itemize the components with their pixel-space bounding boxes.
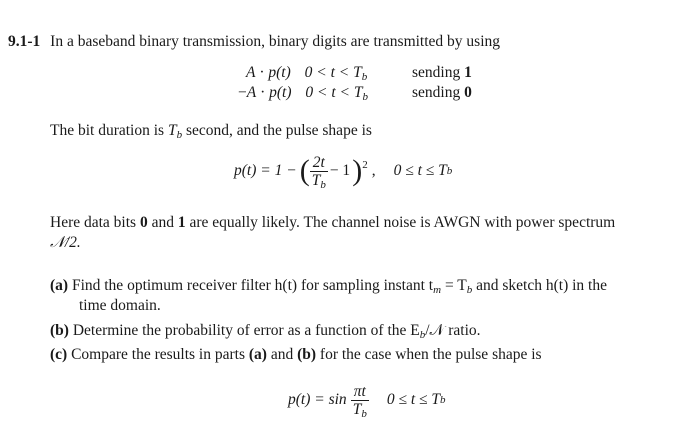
fraction-pit-over-tb: $\frac{\pi t}{T_b}$ [352, 382, 367, 420]
signal-label-0: sending 0 [412, 84, 472, 101]
fraction-2t-over-tb: $\frac{2t}{T_b}$ [311, 153, 326, 191]
signal-label-1: sending 1 [412, 64, 472, 81]
problem-intro: In a baseband binary transmission, binary digits are transmitted by using [50, 33, 501, 50]
noise-density: 𝒩/2. [50, 234, 81, 251]
part-a-line2: time domain. [79, 297, 161, 314]
part-a: (a) Find the optimum receiver filter h(t) for sampling instant $t_m = T_b$ and sketch h(t) in the [50, 277, 607, 296]
signal-sending-1: A · p(t) $0 < t < T_b$ [246, 64, 368, 83]
pulse-equation-2: p(t) = sin $\frac{\pi t}{T_b}$ 0 ≤ t ≤ T b [288, 382, 446, 420]
signal-sending-0: −A · p(t) $0 < t < T_b$ [238, 84, 369, 103]
pulse-equation-1: p(t) = 1 − ( $\frac{2t}{T_b}$ − 1 ) 2 , 0 ≤ t ≤ T b [234, 153, 453, 191]
problem-number: 9.1-1 [8, 33, 41, 50]
part-b: (b) Determine the probability of error as a function of the $E_b/𝒩$ ratio. [50, 322, 481, 341]
problem-header [8, 33, 500, 51]
bit-duration-text: The bit duration is $T_b$ second, and the pulse shape is [50, 122, 372, 141]
part-c: (c) Compare the results in parts (a) and (b) for the case when the pulse shape is [50, 346, 542, 363]
equally-likely-text: Here data bits 0 and 1 are equally likely. The channel noise is AWGN with power spectrum [50, 214, 616, 231]
